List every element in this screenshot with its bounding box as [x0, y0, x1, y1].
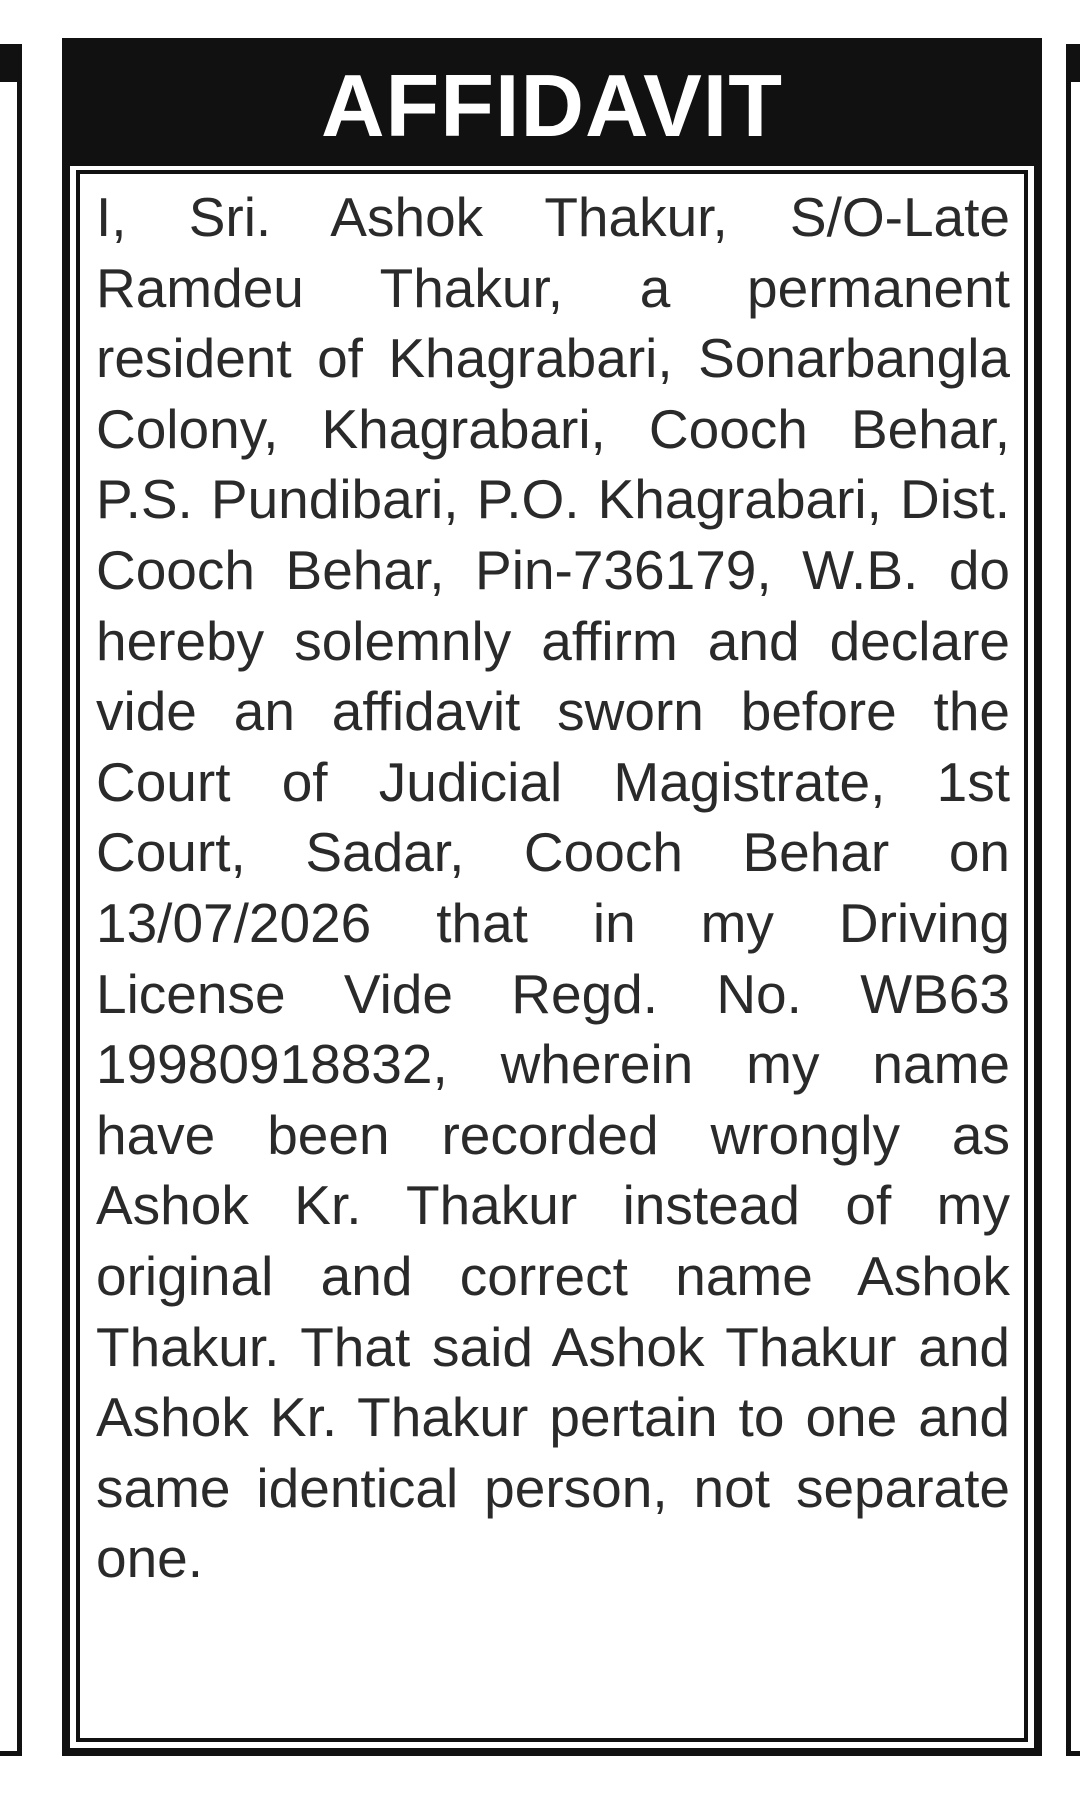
adjacent-column-left: [0, 44, 22, 1756]
notice-body-frame: [76, 170, 1028, 1742]
notice-header: [70, 46, 1034, 166]
affidavit-notice: [62, 38, 1042, 1756]
notice-title: AFFIDAVIT: [321, 56, 783, 155]
adjacent-column-right: [1066, 44, 1080, 1756]
notice-body: I, Sri. Ashok Thakur, S/O-Late Ramdeu Thakur, a permanent resident of Khagrabari, Sonarbangla Colony, Khagrabari, Cooch Behar, P.S. Pundibari, P.O. Khagrabari, Dist. Cooch Behar, Pin-736179, W.B. do hereby solemnly affirm and declare vide an affidavit sworn before the Court of Judicial Magistrate, 1st Court, Sadar, Cooch Behar on 13/07/2026 that in my Driving License Vide Regd. No. WB63 19980918832, wherein my name have been recorded wrongly as Ashok Kr. Thakur instead of my original and correct name Ashok Thakur. That said Ashok Thakur and Ashok Kr. Thakur pertain to one and same identical person, not separate one.: [96, 186, 1010, 1590]
